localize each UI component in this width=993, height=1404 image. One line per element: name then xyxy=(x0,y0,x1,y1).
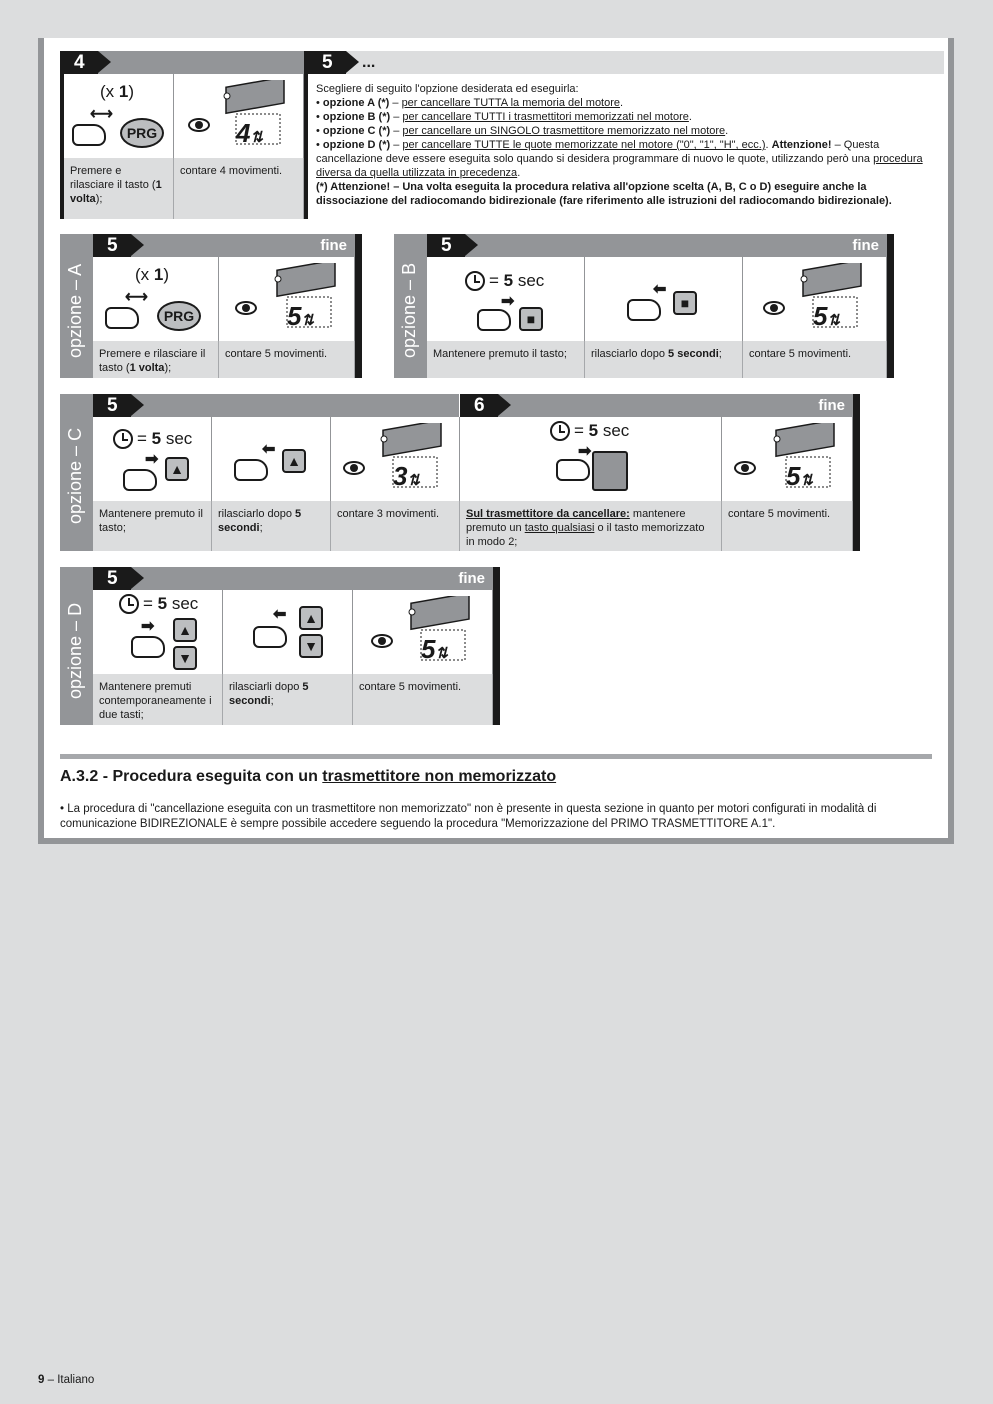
page-sheet xyxy=(38,38,954,844)
clock-icon xyxy=(113,429,133,449)
option-c-number: 5 xyxy=(93,394,131,417)
option-c-fine: fine xyxy=(818,397,845,414)
option-c-count-cell-2 xyxy=(722,417,853,501)
option-c-side xyxy=(60,394,93,551)
arrow-right-icon: ➡ xyxy=(145,451,159,468)
up-button-icon: ▲ xyxy=(173,618,197,642)
stop-button-icon: ■ xyxy=(519,307,543,331)
option-c-hold-cell xyxy=(93,417,212,501)
option-a-press-cell xyxy=(93,257,219,341)
option-b-fine: fine xyxy=(852,237,879,254)
option-a-side xyxy=(60,234,93,378)
hand-icon xyxy=(556,459,590,481)
option-b-number: 5 xyxy=(427,234,465,257)
movement-count: 5⇅ xyxy=(813,301,841,331)
clock-icon xyxy=(119,594,139,614)
eye-icon xyxy=(235,301,257,315)
option-c-count-cell xyxy=(331,417,460,501)
option-b-text-b: rilasciarlo dopo 5 secondi; xyxy=(585,341,743,378)
option-c-number-2: 6 xyxy=(460,394,498,417)
option-d-release-cell xyxy=(223,590,353,674)
option-d-header xyxy=(93,567,493,590)
option-a-header xyxy=(93,234,355,257)
hold-duration: = 5 sec xyxy=(143,594,199,613)
section-body: • La procedura di "cancellazione eseguita con un trasmettitore non memorizzato" non è presente in questa sezione in quanto per motori configurati in modalità di comunicazione BIDIREZIONALE è sempre possibile accedere seguendo la procedura "Memorizzazione del PRIMO TRASMETTITORE A.1". xyxy=(60,803,877,830)
option-c-header-2 xyxy=(460,394,853,417)
option-b-text-c: contare 5 movimenti. xyxy=(743,341,887,378)
eye-icon xyxy=(763,301,785,315)
option-c-header xyxy=(93,394,459,417)
arrow-left-icon: ⬅ xyxy=(653,281,667,298)
movement-count: 3⇅ xyxy=(393,461,421,491)
option-a-fine: fine xyxy=(320,237,347,254)
step4-number: 4 xyxy=(60,51,98,74)
option-c-text-c: contare 3 movimenti. xyxy=(331,501,460,551)
clock-icon xyxy=(465,271,485,291)
step5-intro: Scegliere di seguito l'opzione desiderata ed eseguirla: xyxy=(316,83,579,95)
option-b-release-cell xyxy=(585,257,743,341)
option-d-number: 5 xyxy=(93,567,131,590)
eye-icon xyxy=(734,461,756,475)
page-footer: 9 – Italiano xyxy=(38,1374,95,1386)
option-c-text-d: Sul trasmettitore da cancellare: mantenere premuto un tasto qualsiasi o il tasto memorizzato in modo 2; xyxy=(460,501,722,551)
option-b-line: • opzione B (*) – per cancellare TUTTI i trasmettitori memorizzati nel motore. xyxy=(316,111,692,123)
option-c-release-cell xyxy=(212,417,331,501)
option-d-text-a: Mantenere premuti contemporaneamente i due tasti; xyxy=(93,674,223,725)
step4-count-cell xyxy=(174,74,304,158)
step4-divider xyxy=(304,51,308,219)
option-a-line: • opzione A (*) – per cancellare TUTTA la memoria del motore. xyxy=(316,97,624,109)
step4-press-cell xyxy=(64,74,174,158)
prg-button-icon: PRG xyxy=(120,118,164,148)
step5-options-text xyxy=(316,82,928,208)
section-title: A.3.2 - Procedura eseguita con un trasmettitore non memorizzato xyxy=(60,768,557,785)
up-button-icon: ▲ xyxy=(165,457,189,481)
eye-icon xyxy=(188,118,210,132)
option-a-count-cell xyxy=(219,257,355,341)
option-c-text-a: Mantenere premuto il tasto; xyxy=(93,501,212,551)
press-count: (x 1) xyxy=(135,265,170,284)
hand-icon xyxy=(253,626,287,648)
hold-duration: = 5 sec xyxy=(137,429,193,448)
option-c-right-bar xyxy=(853,394,860,551)
step4-text-a: Premere e rilasciare il tasto (1 volta); xyxy=(64,158,174,219)
section-divider xyxy=(60,754,932,759)
arrow-right-icon: ➡ xyxy=(141,618,155,635)
step5-dots: ... xyxy=(362,54,376,71)
hand-icon xyxy=(131,636,165,658)
option-a-label: opzione – A xyxy=(65,263,85,358)
option-b-side xyxy=(394,234,427,378)
option-d-right-bar xyxy=(493,567,500,725)
stop-button-icon: ■ xyxy=(673,291,697,315)
down-button-icon: ▼ xyxy=(173,646,197,670)
option-d-line: • opzione D (*) – per cancellare TUTTE le quote memorizzate nel motore ("0", "1", "H", ecc.). Attenzione! – Questa cancellazione deve essere eseguita solo quando si desidera programmare di nuovo le quote, utilizzando però una procedura diversa da quella utilizzata in precedenza. xyxy=(316,139,923,179)
double-arrow-icon: ⟷ xyxy=(125,289,148,306)
option-a-number: 5 xyxy=(93,234,131,257)
hand-icon xyxy=(105,307,139,329)
arrow-right-icon: ➡ xyxy=(578,443,592,460)
option-b-right-bar xyxy=(887,234,894,378)
option-b-header xyxy=(427,234,887,257)
arrow-left-icon: ⬅ xyxy=(262,441,276,458)
step4-header xyxy=(60,51,304,74)
clock-icon xyxy=(550,421,570,441)
prg-button-icon: PRG xyxy=(157,301,201,331)
option-a-right-bar xyxy=(355,234,362,378)
arrow-left-icon: ⬅ xyxy=(273,606,287,623)
hold-duration: = 5 sec xyxy=(489,271,545,290)
hand-icon xyxy=(627,299,661,321)
movement-count: 5⇅ xyxy=(421,634,449,664)
step5-header xyxy=(308,51,944,74)
hand-icon xyxy=(477,309,511,331)
double-arrow-icon: ⟷ xyxy=(90,106,113,123)
option-a-text-b: contare 5 movimenti. xyxy=(219,341,355,378)
press-count: (x 1) xyxy=(100,82,135,101)
eye-icon xyxy=(371,634,393,648)
up-button-icon: ▲ xyxy=(299,606,323,630)
option-c-text-e: contare 5 movimenti. xyxy=(722,501,853,551)
option-c-transmitter-cell xyxy=(460,417,722,501)
option-d-text-b: rilasciarli dopo 5 secondi; xyxy=(223,674,353,725)
up-button-icon: ▲ xyxy=(282,449,306,473)
hand-icon xyxy=(234,459,268,481)
step5-warning: (*) Attenzione! – Una volta eseguita la procedura relativa all'opzione scelta (A, B, C o D) eseguire anche la dissociazione del radiocomando bidirezionale (fare riferimento alle istruzioni del radiocomando bidirezionale). xyxy=(316,181,892,207)
step5-number: 5 xyxy=(308,51,346,74)
step4-text-b: contare 4 movimenti. xyxy=(174,158,304,219)
option-c-label: opzione – C xyxy=(65,427,85,524)
option-d-hold-cell xyxy=(93,590,223,674)
option-a-text-a: Premere e rilasciare il tasto (1 volta); xyxy=(93,341,219,378)
option-d-text-c: contare 5 movimenti. xyxy=(353,674,493,725)
option-c-text-b: rilasciarlo dopo 5 secondi; xyxy=(212,501,331,551)
movement-count: 5⇅ xyxy=(786,461,814,491)
hand-icon xyxy=(72,124,106,146)
hand-icon xyxy=(123,469,157,491)
arrow-right-icon: ➡ xyxy=(501,293,515,310)
movement-count: 4⇅ xyxy=(236,118,264,148)
option-b-text-a: Mantenere premuto il tasto; xyxy=(427,341,585,378)
movement-count: 5⇅ xyxy=(287,301,315,331)
option-d-label: opzione – D xyxy=(65,602,85,699)
option-b-hold-cell xyxy=(427,257,585,341)
hold-duration: = 5 sec xyxy=(574,421,630,440)
down-button-icon: ▼ xyxy=(299,634,323,658)
option-d-fine: fine xyxy=(458,570,485,587)
eye-icon xyxy=(343,461,365,475)
option-b-count-cell xyxy=(743,257,887,341)
option-d-count-cell xyxy=(353,590,493,674)
keypad-transmitter-icon xyxy=(592,451,628,491)
option-c-line: • opzione C (*) – per cancellare un SINGOLO trasmettitore memorizzato nel motore. xyxy=(316,125,729,137)
option-d-side xyxy=(60,567,93,725)
option-b-label: opzione – B xyxy=(399,262,419,358)
